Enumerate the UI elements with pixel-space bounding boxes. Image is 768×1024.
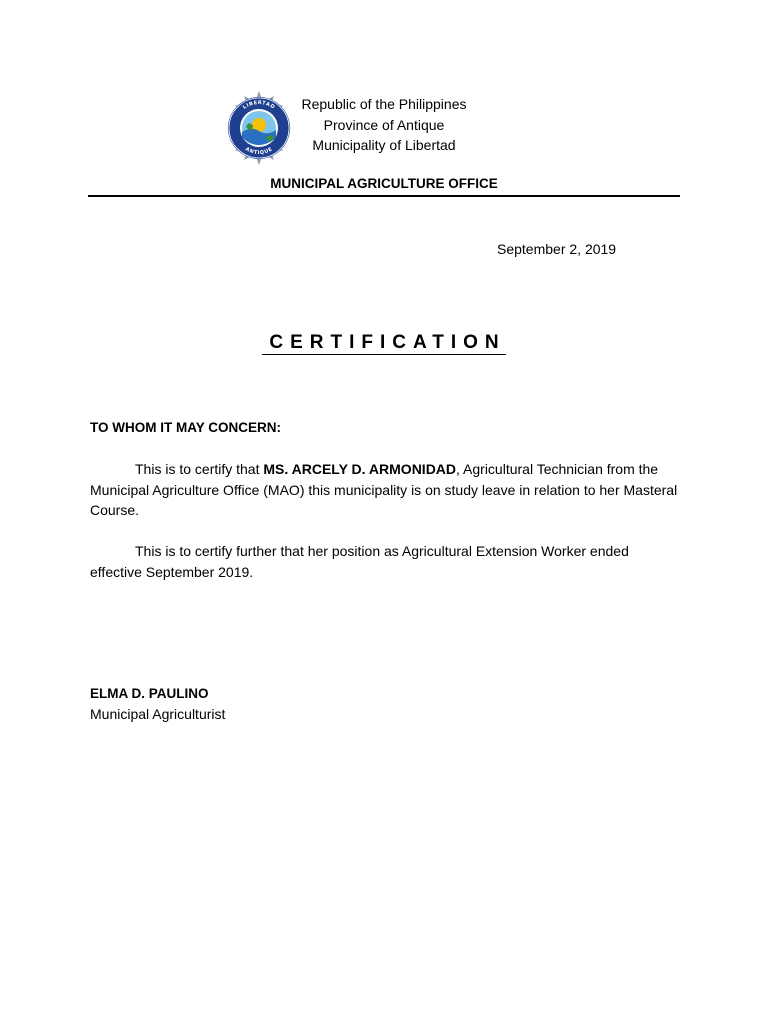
document-title-wrap (0, 332, 768, 355)
document-date: September 2, 2019 (497, 241, 617, 257)
salutation: TO WHOM IT MAY CONCERN: (90, 420, 282, 435)
body-paragraph-2: This is to certify further that her position as Agricultural Extension Worker ended effective September 2019. (90, 543, 629, 580)
document-title: CERTIFICATION (262, 332, 505, 355)
signatory-position: Municipal Agriculturist (90, 706, 226, 722)
certified-person-name: MS. ARCELY D. ARMONIDAD (263, 461, 457, 477)
republic-line: Republic of the Philippines (301, 96, 467, 112)
p1-intro: This is to certify that (135, 461, 264, 477)
seal-text-bottom: ANTIQUE (244, 146, 274, 157)
municipality-line: Municipality of Libertad (312, 137, 456, 153)
letterhead (284, 94, 484, 156)
province-line: Province of Antique (323, 116, 445, 133)
header-divider (88, 195, 680, 197)
seal-text-top: LIBERTAD (241, 99, 277, 111)
p1-rest: , Agricultural Technician from the Municipal Agriculture Office (MAO) this municipality is on study leave in relation to her Masteral Course. (90, 461, 678, 518)
office-name: MUNICIPAL AGRICULTURE OFFICE (270, 176, 498, 191)
signatory-name: ELMA D. PAULINO (90, 686, 209, 701)
body-paragraph-1 (90, 459, 680, 521)
